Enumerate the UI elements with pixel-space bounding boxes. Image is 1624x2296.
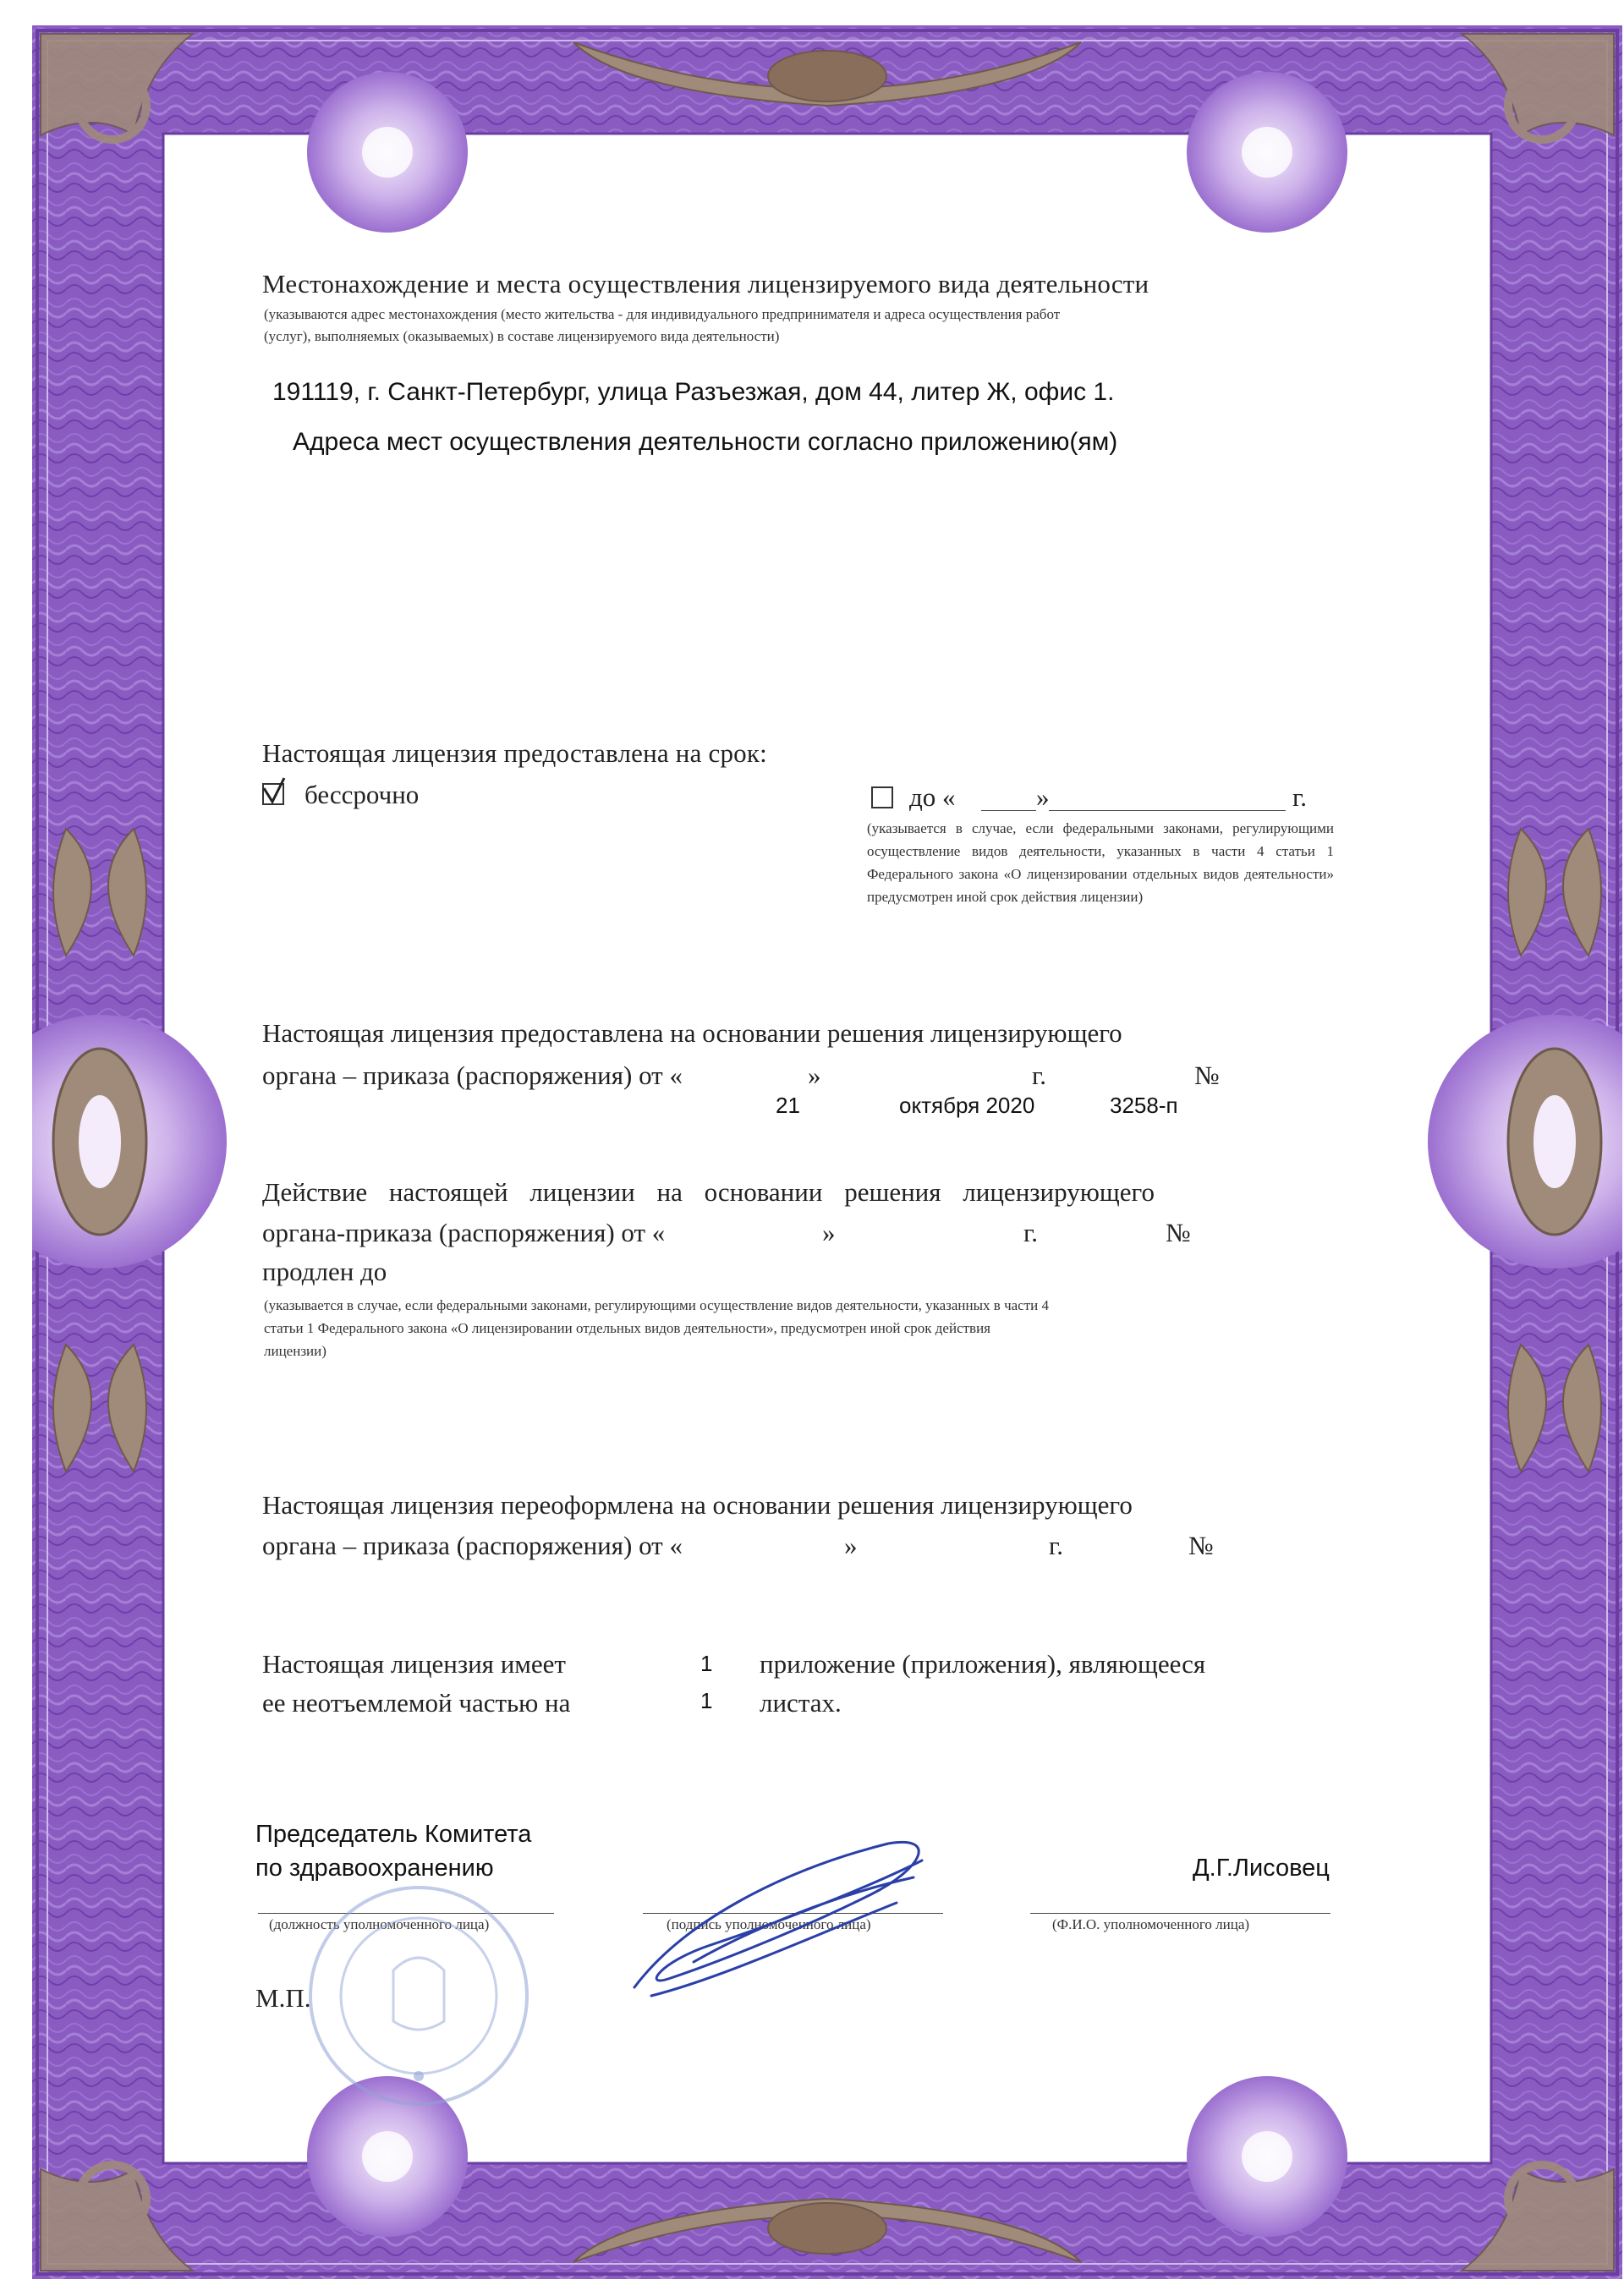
signer-name: Д.Г.Лисовец <box>1193 1855 1330 1882</box>
appendix-count: 1 <box>700 1651 713 1676</box>
reissue-line2-no: № <box>1188 1531 1214 1560</box>
location-note-line1: (указываются адрес местонахождения (место жительства - для индивидуального предпринимателя и адреса осуществления работ <box>264 306 1061 322</box>
location-places: Адреса мест осуществления деятельности согласно приложению(ям) <box>293 428 1118 456</box>
official-stamp-icon <box>275 1877 562 2114</box>
handwritten-signature-icon <box>617 1818 956 2013</box>
basis-day: 21 <box>776 1093 800 1118</box>
signer-position-line2: по здравоохранению <box>255 1855 494 1882</box>
reissue-line2-a: органа – приказа (распоряжения) от « <box>262 1531 683 1560</box>
basis-month-year: октября 2020 <box>899 1093 1035 1118</box>
appendix-line1-b: приложение (приложения), являющееся <box>760 1649 1206 1679</box>
location-heading: Местонахождение и места осуществления лицензируемого вида деятельности <box>262 269 1149 299</box>
reissue-line2-g: г. <box>1049 1531 1063 1560</box>
term-note: (указывается в случае, если федеральными законами, регулирующими осуществление видов деятельности, указанных в части 4 статьи 1 Федерального закона «О лицензировании отдельных видов деятельности» предусмотрен иной срок действия лицензии) <box>867 820 1334 905</box>
basis-number: 3258-п <box>1110 1093 1178 1118</box>
appendix-line2-a: ее неотъемлемой частью на <box>262 1688 571 1718</box>
reissue-line1: Настоящая лицензия переоформлена на основании решения лицензирующего <box>262 1490 1133 1520</box>
location-note-line2: (услуг), выполняемых (оказываемых) в составе лицензируемого вида деятельности) <box>264 328 780 344</box>
until-month-line <box>1049 810 1286 811</box>
basis-line1: Настоящая лицензия предоставлена на основании решения лицензирующего <box>262 1018 1122 1048</box>
extension-line2-b: » <box>822 1218 836 1247</box>
basis-line2-no: № <box>1194 1060 1220 1090</box>
caption-position: (должность уполномоченного лица) <box>269 1916 490 1932</box>
name-line <box>1030 1913 1330 1914</box>
until-prefix: до « <box>909 782 956 812</box>
extension-line2-g: г. <box>1023 1218 1038 1247</box>
caption-signature: (подпись уполномоченного лица) <box>667 1916 871 1932</box>
appendix-sheets: 1 <box>700 1688 713 1713</box>
stamp-place-label: М.П. <box>255 1983 311 2013</box>
until-mid: » <box>1036 782 1050 812</box>
basis-line2-g: г. <box>1032 1060 1046 1090</box>
signer-position-line1: Председатель Комитета <box>255 1821 532 1848</box>
extension-note: (указывается в случае, если федеральными законами, регулирующими осуществление видов деятельности, указанных в части 4 статьи 1 Федерального закона «О лицензировании отдельных видов деятельности», предусмотрен иной срок действия лицензии) <box>264 1297 1049 1359</box>
reissue-line2-b: » <box>844 1531 858 1560</box>
until-day-line <box>981 810 1036 811</box>
appendix-line1-a: Настоящая лицензия имеет <box>262 1649 566 1679</box>
until-checkbox <box>871 786 893 808</box>
checkmark-icon <box>259 776 293 810</box>
term-heading: Настоящая лицензия предоставлена на срок: <box>262 738 767 768</box>
extension-line1: Действие настоящей лицензии на основании решения лицензирующего <box>262 1177 1155 1207</box>
appendix-line2-b: листах. <box>760 1688 842 1718</box>
indefinite-label: бессрочно <box>304 780 420 809</box>
basis-line2-b: » <box>808 1060 821 1090</box>
extension-line2-no: № <box>1166 1218 1191 1247</box>
caption-name: (Ф.И.О. уполномоченного лица) <box>1052 1916 1250 1932</box>
location-address: 191119, г. Санкт-Петербург, улица Разъезжая, дом 44, литер Ж, офис 1. <box>272 378 1115 406</box>
basis-line2-a: органа – приказа (распоряжения) от « <box>262 1060 683 1090</box>
extension-line3: продлен до <box>262 1257 387 1286</box>
until-suffix: г. <box>1292 782 1307 812</box>
extension-line2-a: органа-приказа (распоряжения) от « <box>262 1218 666 1247</box>
